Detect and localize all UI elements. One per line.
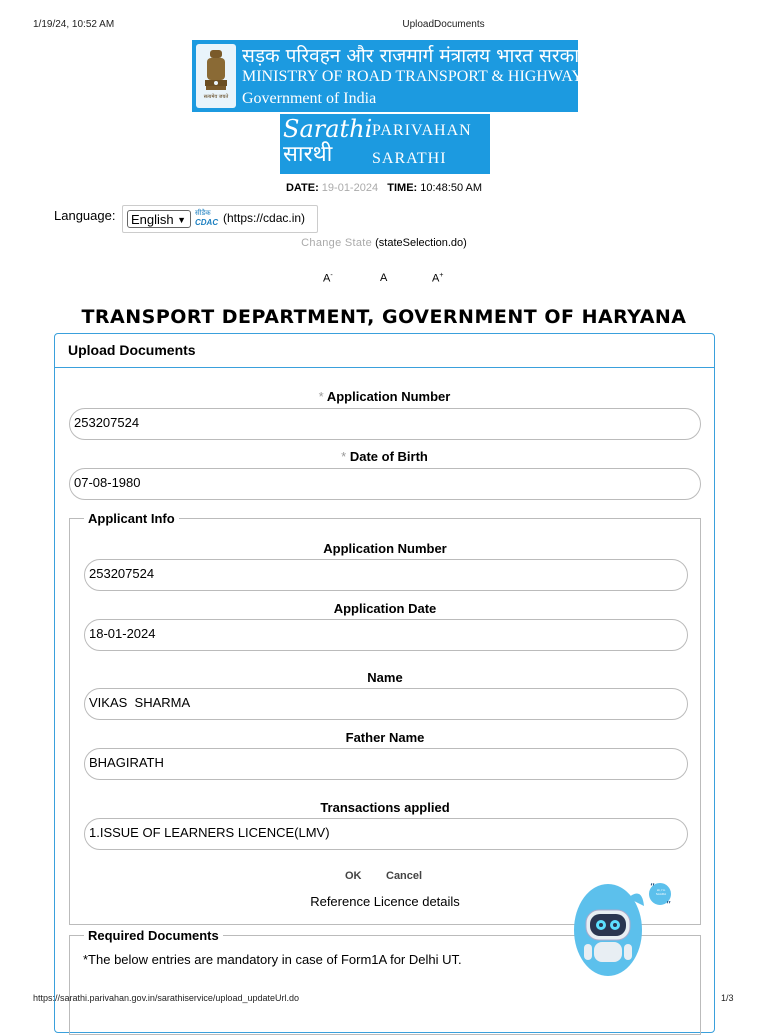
parivahan-text: PARIVAHAN [372,122,472,139]
national-emblem-icon [196,44,236,108]
time-label: TIME: [387,182,418,194]
cdac-logo-english: CDAC [195,218,219,227]
sarathi-logo[interactable] [280,114,490,174]
cdac-url[interactable]: (https://cdac.in) [223,211,306,225]
font-decrease-sup: - [330,272,333,279]
date-value: 19-01-2024 [321,182,379,194]
font-increase-label: A [432,272,440,285]
application-number-label-row [55,389,714,404]
required-documents-note: *The below entries are mandatory in case of Form1A for Delhi UT. [83,952,462,967]
change-state-link[interactable]: Change State [301,237,373,249]
application-number-label: Application Number [326,389,451,404]
applicant-info-fieldset [69,511,701,925]
app-date-label: Application Date [333,601,437,616]
ministry-title: MINISTRY OF ROAD TRANSPORT & HIGHWAYS [242,68,592,85]
father-name-label: Father Name [345,730,425,745]
app-date-field[interactable]: 18-01-2024 [84,619,688,651]
print-timestamp: 1/19/24, 10:52 AM [33,19,115,30]
font-normal-button[interactable]: A [380,272,388,284]
app-no-label: Application Number [323,541,447,556]
font-decrease-label: A [323,272,331,285]
change-state-row [0,237,768,249]
cancel-button[interactable]: Cancel [386,870,423,882]
time-value: 10:48:50 AM [420,182,483,194]
panel-header [55,334,714,368]
father-name-field[interactable]: BHAGIRATH [84,748,688,780]
change-state-url: (stateSelection.do) [375,237,467,249]
sarathi-text: SARATHI [372,150,447,167]
language-bar [122,205,318,233]
cdac-logo-icon[interactable] [195,209,221,229]
chevron-down-icon: ▼ [177,215,186,225]
name-label: Name [367,670,403,685]
dob-label-row [55,449,714,464]
language-label: Language: [54,208,116,223]
transactions-label: Transactions applied [320,800,450,815]
reference-licence-details: Reference Licence details [310,894,460,909]
print-page-title: UploadDocuments [402,19,485,30]
language-selected: English [131,212,174,227]
app-no-field[interactable]: 253207524 [84,559,688,591]
chatbot-widget[interactable] [572,880,676,980]
ministry-hindi-title: सड़क परिवहन और राजमार्ग मंत्रालय भारत सरकार [242,45,587,67]
print-url: https://sarathi.parivahan.gov.in/sarathiservice/upload_updateUrl.do [33,993,299,1003]
svg-text:”: ” [666,900,672,911]
sarathi-logo-english: Sarathi [283,115,373,143]
applicant-info-legend: Applicant Info [84,511,179,526]
ok-button[interactable]: OK [345,870,362,882]
emblem-caption: सत्यमेव जयते [203,94,229,100]
chatbot-badge: Hi, I'm SAARA [655,888,667,896]
sarathi-logo-hindi: सारथी [283,142,333,167]
dob-label: Date of Birth [349,449,428,464]
svg-text:“: “ [650,882,656,893]
application-number-input[interactable]: 253207524 [69,408,701,440]
print-page-count: 1/3 [721,993,734,1003]
panel-title: Upload Documents [68,342,196,358]
font-decrease-button[interactable] [323,272,333,285]
government-title: Government of India [242,90,377,107]
font-increase-button[interactable] [432,272,443,285]
transactions-field[interactable]: 1.ISSUE OF LEARNERS LICENCE(LMV) [84,818,688,850]
date-label: DATE: [285,182,319,194]
cdac-logo-hindi: सीडैक [195,209,211,217]
language-select[interactable] [127,210,191,228]
required-documents-legend: Required Documents [84,928,223,943]
required-mark: * [318,389,324,404]
font-increase-sup: + [439,272,444,279]
dob-input[interactable]: 07-08-1980 [69,468,701,500]
date-time-bar [0,182,768,194]
required-mark: * [341,449,347,464]
name-field[interactable]: VIKAS SHARMA [84,688,688,720]
department-title: TRANSPORT DEPARTMENT, GOVERNMENT OF HARYANA [81,306,687,328]
ministry-banner [192,40,592,112]
